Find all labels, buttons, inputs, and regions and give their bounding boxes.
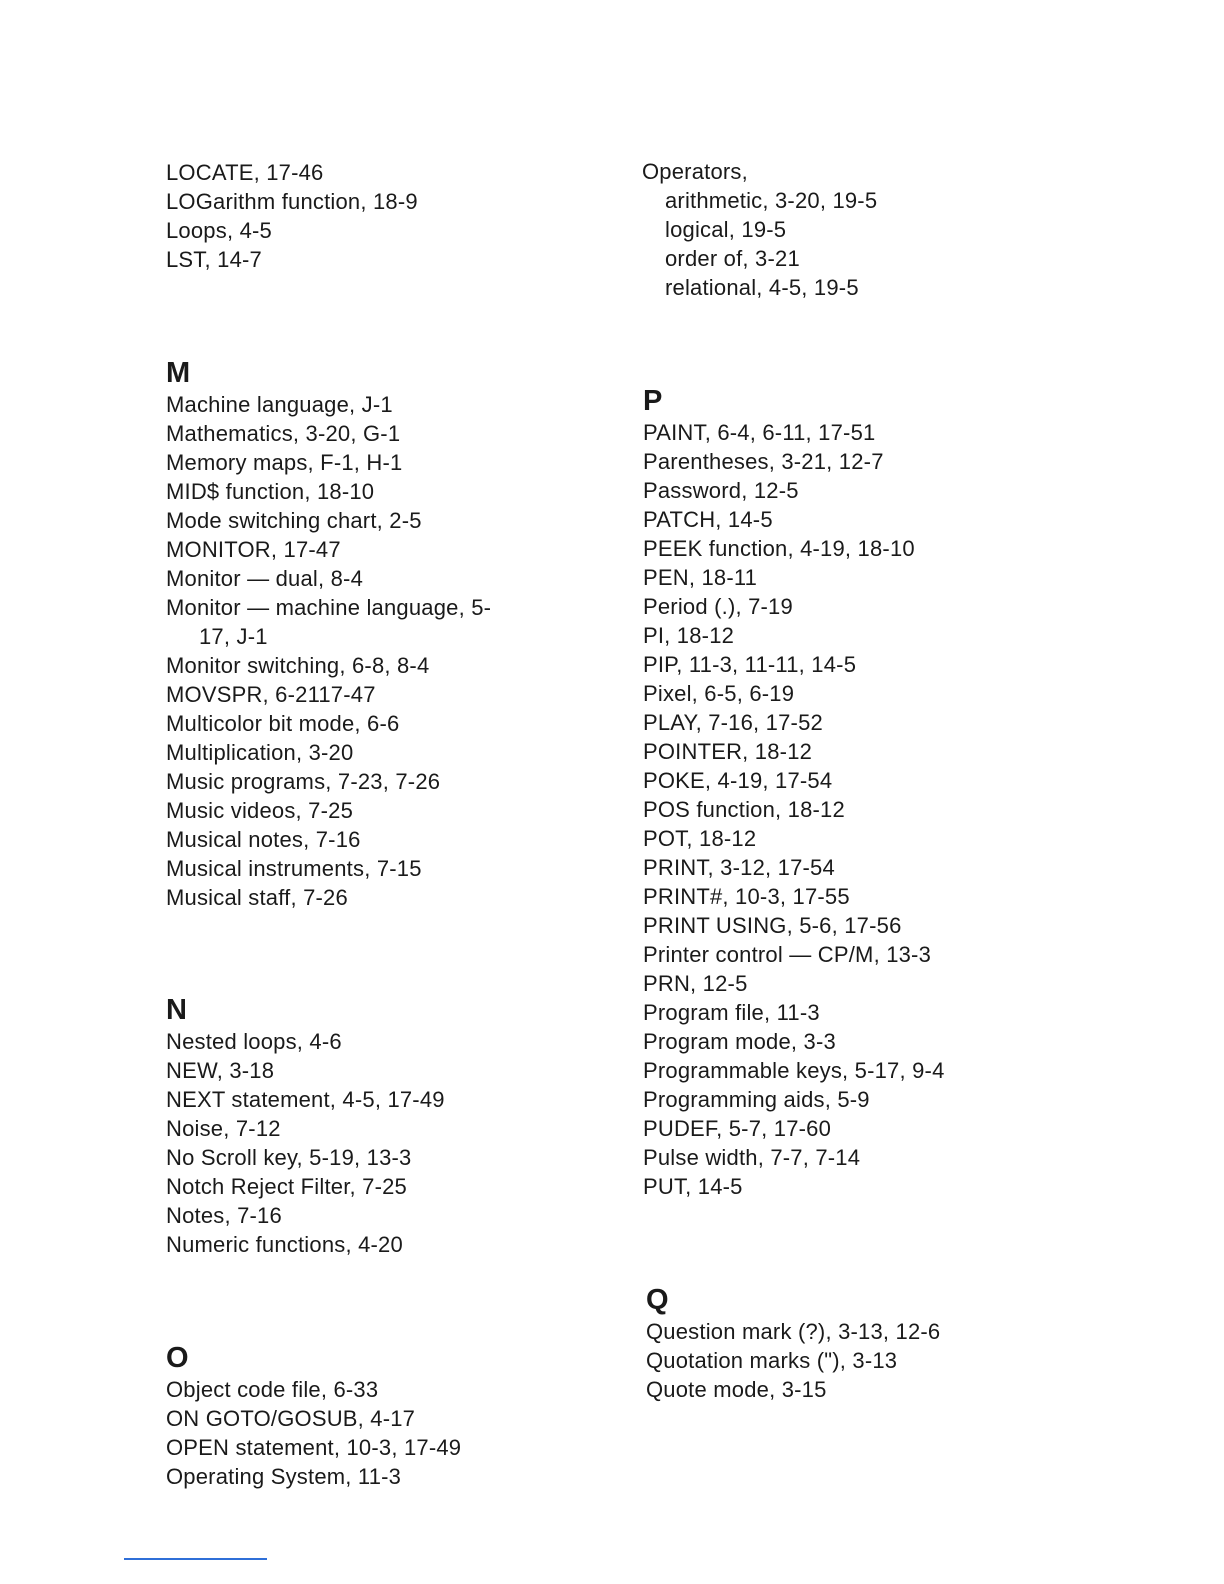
- index-subentry: order of, 3-21: [665, 246, 800, 271]
- index-entry: Operators,: [642, 159, 748, 184]
- index-entry: POKE, 4-19, 17-54: [643, 768, 833, 793]
- index-entry: Object code file, 6-33: [166, 1377, 379, 1402]
- left-column: [166, 158, 418, 274]
- index-entry: Password, 12-5: [643, 478, 799, 503]
- index-entry: PRN, 12-5: [643, 971, 748, 996]
- index-entry: LST, 14-7: [166, 247, 262, 272]
- index-entry: PIP, 11-3, 11-11, 14-5: [643, 652, 857, 677]
- index-entry: Programmable keys, 5-17, 9-4: [643, 1058, 945, 1083]
- section-heading-p: P: [643, 385, 663, 417]
- section-n: [166, 993, 445, 1259]
- index-entry: Mode switching chart, 2-5: [166, 508, 422, 533]
- index-entry: OPEN statement, 10-3, 17-49: [166, 1435, 462, 1460]
- index-subentry: relational, 4-5, 19-5: [665, 275, 859, 300]
- index-entry: PRINT, 3-12, 17-54: [643, 855, 835, 880]
- index-entry: Multicolor bit mode, 6-6: [166, 711, 400, 736]
- right-column-operators: [642, 157, 877, 302]
- index-entry: MOVSPR, 6-2117-47: [166, 682, 376, 707]
- section-heading-q: Q: [646, 1284, 669, 1316]
- index-entry: Machine language, J-1: [166, 392, 393, 417]
- index-entry: NEW, 3-18: [166, 1058, 275, 1083]
- index-entry: MONITOR, 17-47: [166, 537, 341, 562]
- index-entry: Program file, 11-3: [643, 1000, 820, 1025]
- index-entry: Musical staff, 7-26: [166, 885, 348, 910]
- index-entry: Quotation marks ("), 3-13: [646, 1348, 898, 1373]
- index-entry: Musical instruments, 7-15: [166, 856, 422, 881]
- index-entry: Noise, 7-12: [166, 1116, 281, 1141]
- section-o: [166, 1341, 461, 1491]
- index-entry: Nested loops, 4-6: [166, 1029, 342, 1054]
- index-entry: PUT, 14-5: [643, 1174, 743, 1199]
- index-entry: Monitor — dual, 8-4: [166, 566, 363, 591]
- index-entry: POINTER, 18-12: [643, 739, 813, 764]
- section-q: [646, 1283, 940, 1404]
- section-heading-m: M: [166, 357, 191, 389]
- index-subentry: arithmetic, 3-20, 19-5: [665, 188, 878, 213]
- index-entry: ON GOTO/GOSUB, 4-17: [166, 1406, 416, 1431]
- index-entry: Loops, 4-5: [166, 218, 272, 243]
- index-entry: PRINT USING, 5-6, 17-56: [643, 913, 902, 938]
- index-entry: Pulse width, 7-7, 7-14: [643, 1145, 861, 1170]
- index-entry: POS function, 18-12: [643, 797, 845, 822]
- index-subentry: logical, 19-5: [665, 217, 787, 242]
- index-entry: PAINT, 6-4, 6-11, 17-51: [643, 420, 876, 445]
- index-entry: MID$ function, 18-10: [166, 479, 375, 504]
- index-entry: Period (.), 7-19: [643, 594, 793, 619]
- index-entry: Programming aids, 5-9: [643, 1087, 870, 1112]
- index-entry-continuation: 17, J-1: [199, 624, 268, 649]
- footer-rule: [124, 1558, 267, 1560]
- section-p: [643, 384, 945, 1201]
- index-entry: PLAY, 7-16, 17-52: [643, 710, 823, 735]
- index-entry: Program mode, 3-3: [643, 1029, 836, 1054]
- index-entry: Notes, 7-16: [166, 1203, 282, 1228]
- index-entry: Musical notes, 7-16: [166, 827, 361, 852]
- index-entry: PEN, 18-11: [643, 565, 758, 590]
- index-entry: Quote mode, 3-15: [646, 1377, 827, 1402]
- index-entry: Parentheses, 3-21, 12-7: [643, 449, 884, 474]
- index-entry: Operating System, 11-3: [166, 1464, 402, 1489]
- index-entry: No Scroll key, 5-19, 13-3: [166, 1145, 412, 1170]
- index-entry: Music videos, 7-25: [166, 798, 354, 823]
- index-entry: Memory maps, F-1, H-1: [166, 450, 403, 475]
- index-entry: Question mark (?), 3-13, 12-6: [646, 1319, 941, 1344]
- index-entry: Mathematics, 3-20, G-1: [166, 421, 401, 446]
- index-entry: PRINT#, 10-3, 17-55: [643, 884, 850, 909]
- index-entry: Printer control — CP/M, 13-3: [643, 942, 932, 967]
- section-heading-o: O: [166, 1342, 189, 1374]
- section-m: [166, 356, 491, 912]
- index-entry: LOCATE, 17-46: [166, 160, 324, 185]
- index-entry: Notch Reject Filter, 7-25: [166, 1174, 407, 1199]
- index-entry: PATCH, 14-5: [643, 507, 773, 532]
- index-entry: Monitor switching, 6-8, 8-4: [166, 653, 430, 678]
- index-entry: Multiplication, 3-20: [166, 740, 354, 765]
- index-entry: PI, 18-12: [643, 623, 735, 648]
- index-entry: Numeric functions, 4-20: [166, 1232, 403, 1257]
- index-entry: POT, 18-12: [643, 826, 757, 851]
- index-entry: PUDEF, 5-7, 17-60: [643, 1116, 832, 1141]
- index-entry: Pixel, 6-5, 6-19: [643, 681, 795, 706]
- section-heading-n: N: [166, 994, 187, 1026]
- index-entry: NEXT statement, 4-5, 17-49: [166, 1087, 445, 1112]
- index-entry: LOGarithm function, 18-9: [166, 189, 418, 214]
- index-entry: Music programs, 7-23, 7-26: [166, 769, 441, 794]
- index-entry: Monitor — machine language, 5-: [166, 595, 492, 620]
- index-entry: PEEK function, 4-19, 18-10: [643, 536, 915, 561]
